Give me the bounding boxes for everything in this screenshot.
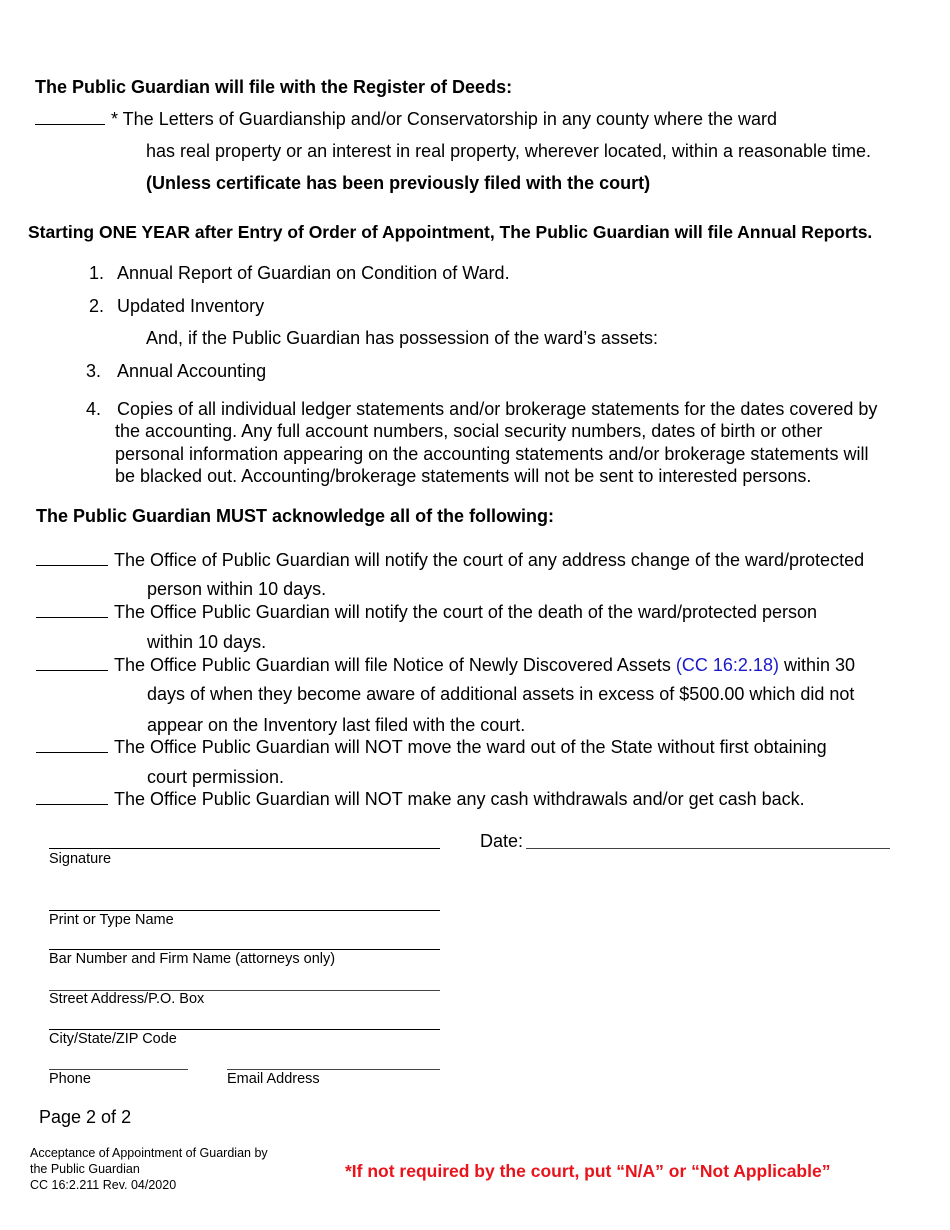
register-heading: The Public Guardian will file with the Register of Deeds: — [35, 77, 513, 97]
register-item — [35, 109, 777, 130]
email-label: Email Address — [227, 1071, 320, 1087]
initial-blank-field[interactable] — [36, 738, 108, 753]
annual-item-2-num: 2. — [89, 296, 105, 316]
annual-item-3: Annual Accounting — [117, 361, 267, 381]
ack-item-1-line1: The Office of Public Guardian will notify the court of any address change of the ward/protected — [114, 550, 865, 570]
annual-item-4-num: 4. — [86, 399, 102, 419]
ack-item-3-line1-pre: The Office Public Guardian will file Notice of Newly Discovered Assets — [114, 655, 676, 675]
annual-item-4-line2: the accounting. Any full account numbers, social security numbers, dates of birth or other — [115, 421, 823, 441]
annual-item-4: Copies of all individual ledger statements and/or brokerage statements for the dates covered by — [117, 399, 878, 419]
court-rule-reference: (CC 16:2.18) — [675, 655, 779, 675]
register-item-note: (Unless certificate has been previously filed with the court) — [146, 173, 651, 193]
form-title-line1: Acceptance of Appointment of Guardian by — [30, 1146, 268, 1160]
print-name-label: Print or Type Name — [49, 912, 174, 928]
annual-condition: And, if the Public Guardian has possession of the ward’s assets: — [146, 328, 658, 348]
bar-number-label: Bar Number and Firm Name (attorneys only) — [49, 951, 336, 967]
date-line[interactable] — [526, 848, 890, 849]
signature-label: Signature — [49, 851, 112, 867]
city-state-zip-line[interactable] — [49, 1029, 440, 1030]
initial-blank-field[interactable] — [36, 603, 108, 618]
ack-item-4-line1: The Office Public Guardian will NOT move the ward out of the State without first obtaining — [114, 737, 827, 757]
form-code: CC 16:2.211 Rev. 04/2020 — [30, 1178, 177, 1192]
ack-item-1 — [36, 550, 864, 571]
ack-item-3 — [36, 655, 855, 676]
city-state-zip-label: City/State/ZIP Code — [49, 1031, 177, 1047]
phone-line[interactable] — [49, 1069, 188, 1070]
initial-blank-field[interactable] — [36, 790, 108, 805]
signature-line[interactable] — [49, 848, 440, 849]
register-item-line1: * The Letters of Guardianship and/or Conservatorship in any county where the ward — [111, 109, 778, 129]
acknowledge-heading: The Public Guardian MUST acknowledge all of the following: — [36, 506, 555, 526]
form-title-line2: the Public Guardian — [30, 1162, 140, 1176]
annual-item-1-num: 1. — [89, 263, 105, 283]
ack-item-4 — [36, 737, 827, 758]
ack-item-2 — [36, 602, 817, 623]
annual-item-4-line4: be blacked out. Accounting/brokerage statements will not be sent to interested persons. — [115, 466, 812, 486]
print-name-line[interactable] — [49, 910, 440, 911]
ack-item-3-line3: appear on the Inventory last filed with the court. — [147, 715, 526, 735]
ack-item-2-line2: within 10 days. — [147, 632, 267, 652]
page-number: Page 2 of 2 — [39, 1107, 132, 1127]
ack-item-5 — [36, 789, 805, 810]
initial-blank-field[interactable] — [36, 656, 108, 671]
email-line[interactable] — [227, 1069, 440, 1070]
ack-item-2-line1: The Office Public Guardian will notify the court of the death of the ward/protected person — [114, 602, 818, 622]
ack-item-3-line1-post: within 30 — [778, 655, 855, 675]
initial-blank-field[interactable] — [35, 110, 105, 125]
annual-item-1: Annual Report of Guardian on Condition of Ward. — [117, 263, 510, 283]
register-item-line2: has real property or an interest in real property, wherever located, within a reasonable time. — [146, 141, 872, 161]
bar-number-line[interactable] — [49, 949, 440, 950]
date-label: Date: — [480, 831, 524, 851]
initial-blank-field[interactable] — [36, 551, 108, 566]
annual-heading: Starting ONE YEAR after Entry of Order of Appointment, The Public Guardian will file Annual Reports. — [28, 222, 873, 242]
ack-item-4-line2: court permission. — [147, 767, 285, 787]
street-address-label: Street Address/P.O. Box — [49, 991, 205, 1007]
annual-item-4-line3: personal information appearing on the accounting statements and/or brokerage statements will — [115, 444, 869, 464]
ack-item-5-line1: The Office Public Guardian will NOT make any cash withdrawals and/or get cash back. — [114, 789, 805, 809]
ack-item-1-line2: person within 10 days. — [147, 579, 327, 599]
annual-item-2: Updated Inventory — [117, 296, 265, 316]
ack-item-3-line2: days of when they become aware of additional assets in excess of $500.00 which did not — [147, 684, 855, 704]
annual-item-3-num: 3. — [86, 361, 102, 381]
phone-label: Phone — [49, 1071, 91, 1087]
not-applicable-notice: *If not required by the court, put “N/A” or “Not Applicable” — [345, 1161, 831, 1181]
